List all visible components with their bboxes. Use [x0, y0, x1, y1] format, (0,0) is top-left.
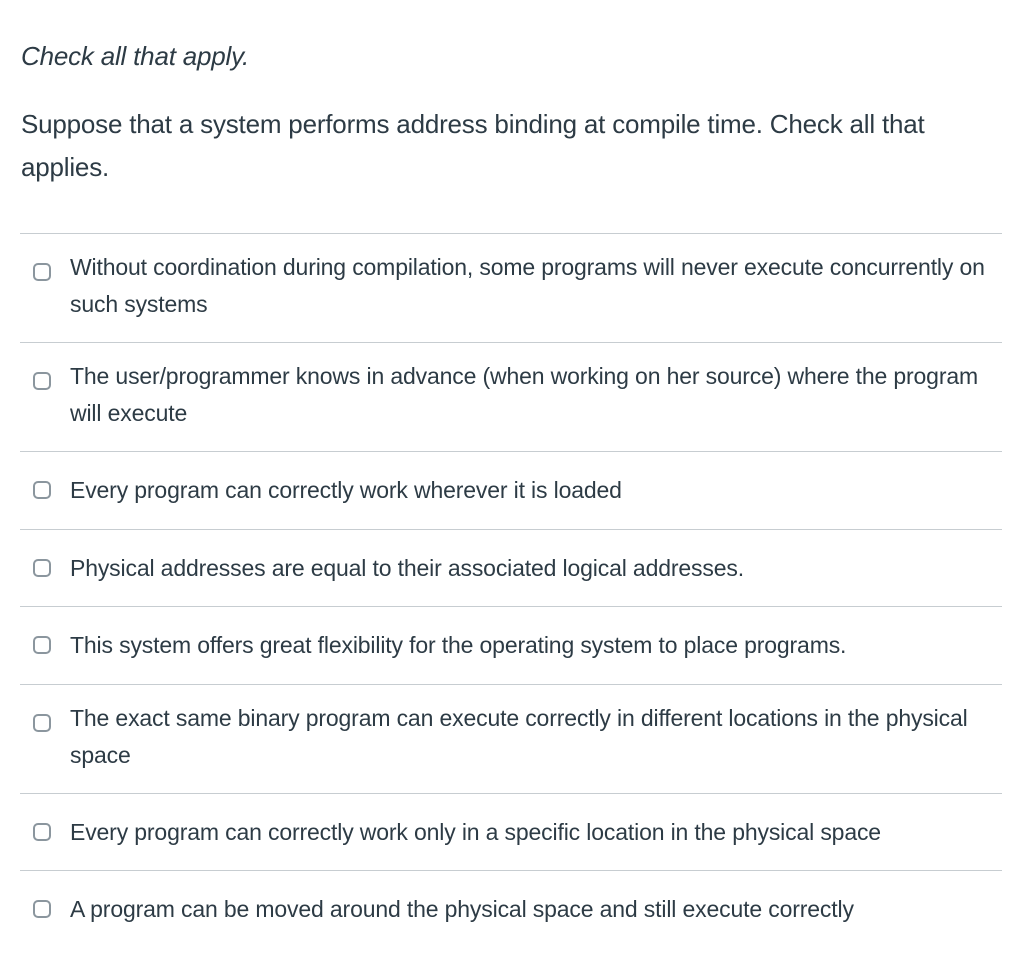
checkbox[interactable] — [33, 263, 51, 281]
answer-option[interactable] — [20, 685, 1002, 794]
answer-label[interactable]: Every program can correctly work wherever it is loaded — [70, 477, 622, 503]
checkbox[interactable] — [33, 372, 51, 390]
checkbox[interactable] — [33, 714, 51, 732]
answer-label[interactable]: A program can be moved around the physical space and still execute correctly — [70, 896, 854, 922]
answer-option[interactable] — [20, 530, 1002, 608]
answer-label[interactable]: The user/programmer knows in advance (when working on her source) where the program will execute — [70, 363, 978, 426]
checkbox[interactable] — [33, 636, 51, 654]
answer-label[interactable]: This system offers great flexibility for the operating system to place programs. — [70, 632, 847, 658]
answer-option[interactable] — [20, 607, 1002, 685]
question-text: Suppose that a system performs address binding at compile time. Check all that applies. — [21, 109, 925, 182]
checkbox[interactable] — [33, 559, 51, 577]
answer-option[interactable] — [20, 794, 1002, 872]
answer-option[interactable] — [20, 871, 1002, 949]
instruction-text: Check all that apply. — [21, 41, 249, 71]
answer-label[interactable]: Physical addresses are equal to their associated logical addresses. — [70, 554, 744, 581]
checkbox[interactable] — [33, 823, 51, 841]
checkbox[interactable] — [33, 900, 51, 918]
answer-label[interactable]: Without coordination during compilation, some programs will never execute concurrently on such systems — [70, 254, 985, 317]
answer-label[interactable]: Every program can correctly work only in a specific location in the physical space — [70, 818, 881, 845]
checkbox[interactable] — [33, 481, 51, 499]
answer-option[interactable] — [20, 452, 1002, 530]
answer-label[interactable]: The exact same binary program can execute correctly in different locations in the physical space — [70, 704, 968, 768]
answer-list — [20, 233, 1002, 949]
answer-option[interactable] — [20, 234, 1002, 343]
answer-option[interactable] — [20, 343, 1002, 452]
